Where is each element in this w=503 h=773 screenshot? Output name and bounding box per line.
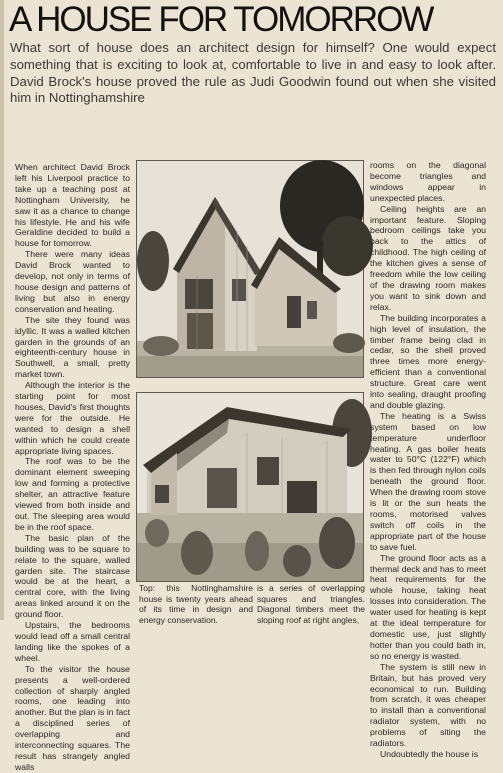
house-front-photo (136, 160, 364, 378)
text-column-3 (370, 160, 486, 759)
paragraph: The site they found was idyllic. It was a walled kitchen garden in the grounds of an eighteenth-century house in Southwell, a small, pretty market town. (15, 314, 130, 380)
paragraph: Upstairs, the bedrooms would lead off a small central landing like the spokes of a wheel. (15, 620, 130, 663)
paragraph: There were many ideas David Brock wanted to develop, not only in terms of house design and patterns of living but also in energy conservation and heating. (15, 249, 130, 314)
paragraph: The ground floor acts as a thermal deck and has to meet heat requirements for the whole house, taking heat losses into consideration. The water used for heating is kept at the ideal temperature for domestic use, just slightly hotter than you could bath in, so no energy is wasted. (370, 552, 486, 661)
paragraph: is a series of overlapping squares and triangles. Diagonal timbers meet the sloping roof at right angles, (257, 583, 365, 625)
paragraph: The heating is a Swiss system based on low temperature underfloor heating. A gas boiler heats water to 50°C (122°F) which is then fed through nylon coils beneath the ground floor. When the drawing room stove is lit or the sun heats the rooms, motorised valves switch off coils in the appropriate part of the house to save fuel. (370, 410, 486, 552)
paragraph: Undoubtedly the house is (380, 748, 479, 759)
text-column-2 (257, 583, 365, 625)
photo-caption: Top: this Nottinghamshire house is twenty years ahead of its time in design and energy conservation. (139, 583, 253, 625)
house-garden-photo (136, 392, 364, 582)
paragraph: The building incorporates a high level of insulation, the timber frame being clad in cedar, so the shell proved three times more energy-efficient than a conventional structure. Great care went into sealing, draught proofing and double glazing. (370, 312, 486, 410)
paragraph: Ceiling heights are an important feature. Sloping bedroom ceilings take you back to the attics of childhood. The high ceiling of the kitchen gives a sense of freedom while the low ceiling of the drawing room makes you want to sink down and relax. (370, 203, 486, 312)
paragraph: The basic plan of the building was to be square to relate to the square, walled garden site. The staircase would be at the heart, a central core, with the living areas linked around it on the ground floor. (15, 532, 130, 620)
paragraph: The roof was to be the dominant element sweeping low and forming a protective shelter, an attractive feature viewed from both inside and out. The sleeping area would be in the roof space. (15, 456, 130, 532)
house-garden-illustration (137, 393, 363, 581)
paragraph: The system is still new in Britain, but has proved very economical to run. Building from scratch, it was cheaper to install than a conventional radiator system, with no problems of siting the radiators. (370, 661, 486, 749)
paragraph: rooms on the diagonal become triangles and windows appear in unexpected places. (370, 160, 486, 203)
page-edge-shadow (0, 0, 4, 620)
article-standfirst: What sort of house does an architect design for himself? One would expect something that is exciting to look at, comfortable to live in and easy to look after. David Brock's house proved the rule as Judi Goodwin found out when she visited him in Nottinghamshire (10, 40, 496, 106)
paragraph: To the visitor the house presents a well-ordered collection of sharply angled rooms, one leading into another. But the plan is in fact a disciplined series of overlapping and interconnecting squares. The result has strangely angled walls (15, 663, 130, 772)
paragraph: Although the interior is the starting point for most houses, David's first thoughts were for the outside. He wanted to design a shell within which he could create appropriate living spaces. (15, 380, 130, 456)
text-column-1 (15, 162, 130, 772)
article-headline: A HOUSE FOR TOMORROW (9, 0, 433, 39)
paragraph: When architect David Brock left his Liverpool practice to take up a teaching post at Nottingham University, he saw it as a chance to change his lifestyle. He and his wife Geraldine decided to build a house for tomorrow. (15, 162, 130, 249)
house-front-illustration (137, 161, 363, 377)
